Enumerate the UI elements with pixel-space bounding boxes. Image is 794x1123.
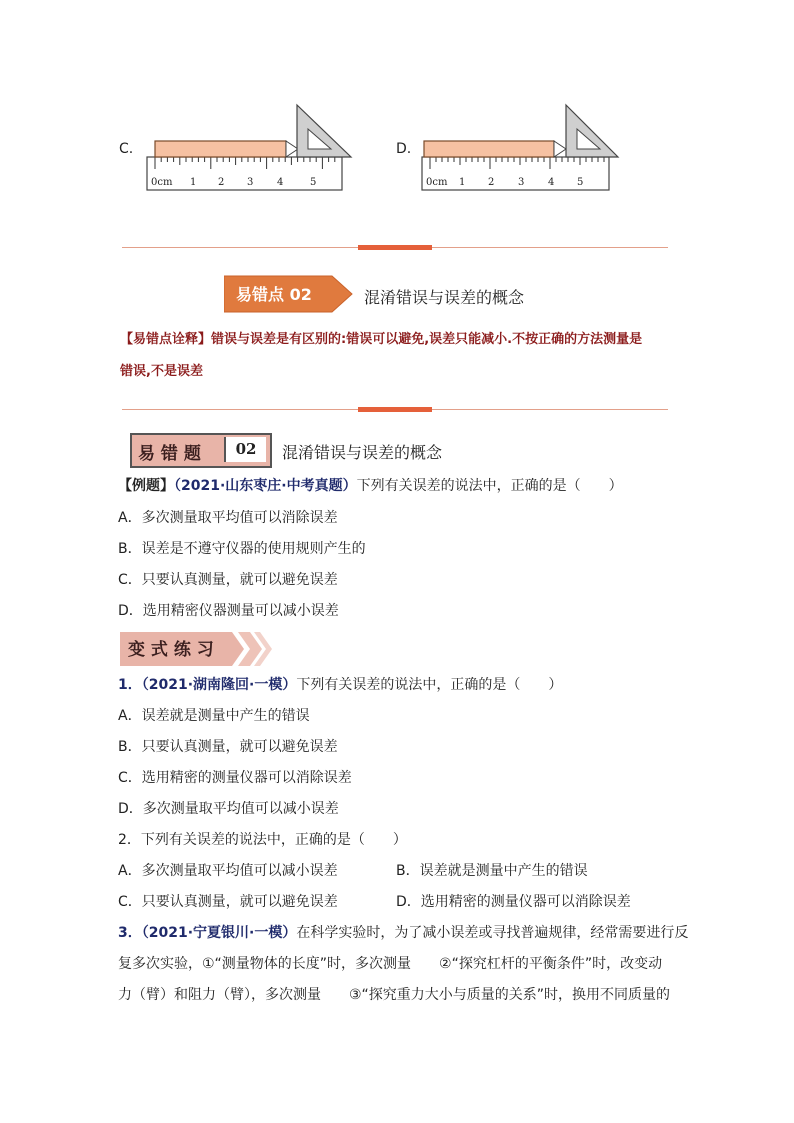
- q1-question: [118, 675, 562, 695]
- problem-badge-text: 易 错 题: [138, 444, 201, 464]
- q3-source: （2021·宁夏银川·一模）: [141, 925, 297, 941]
- measured-object: [424, 141, 554, 157]
- tick-label: 1: [459, 177, 466, 188]
- tick-label: 0cm: [151, 177, 173, 188]
- problem-badge: [130, 433, 272, 468]
- figure-c-ruler-diagram: [145, 103, 360, 193]
- q3-number: 3．: [118, 925, 142, 941]
- section-badge: [224, 274, 354, 314]
- q1-stem: 下列有关误差的说法中，正确的是（ ）: [296, 677, 563, 693]
- tick-label: 3: [247, 177, 254, 188]
- tick-label: 0cm: [426, 177, 448, 188]
- q2-option-b: B．误差就是测量中产生的错误: [396, 863, 588, 879]
- q1-number: 1．: [118, 677, 142, 693]
- q1-option-c: C．选用精密的测量仪器可以消除误差: [118, 770, 352, 786]
- q3-line-3: 力（臂）和阻力（臂），多次测量 ③“探究重力大小与质量的关系”时，换用不同质量的: [118, 987, 671, 1003]
- example-question: [118, 476, 623, 496]
- q2-option-c: C．只要认真测量，就可以避免误差: [118, 894, 338, 910]
- practice-banner: [120, 632, 272, 666]
- divider-accent: [358, 407, 432, 412]
- q1-option-b: B．只要认真测量，就可以避免误差: [118, 739, 338, 755]
- example-option-a: A．多次测量取平均值可以消除误差: [118, 510, 338, 526]
- figure-d-ruler-diagram: [420, 103, 625, 193]
- example-option-b: B．误差是不遵守仪器的使用规则产生的: [118, 541, 366, 557]
- example-source: （2021·山东枣庄·中考真题）: [174, 478, 357, 494]
- example-stem: 下列有关误差的说法中，正确的是（ ）: [356, 478, 623, 494]
- tick-label: 2: [218, 177, 225, 188]
- example-option-c: C．只要认真测量，就可以避免误差: [118, 572, 338, 588]
- q2-question: 2．下列有关误差的说法中，正确的是（ ）: [118, 832, 407, 848]
- example-option-d: D．选用精密仪器测量可以减小误差: [118, 603, 339, 619]
- example-tag: 【例题】: [118, 478, 174, 494]
- section-title: 混淆错误与误差的概念: [364, 288, 525, 307]
- q1-option-a: A．误差就是测量中产生的错误: [118, 708, 310, 724]
- tick-label: 1: [190, 177, 197, 188]
- tick-label: 4: [277, 177, 284, 188]
- measured-object: [155, 141, 286, 157]
- tick-label: 4: [548, 177, 555, 188]
- section-badge-label: 易错点 02: [236, 285, 312, 304]
- figure-d-option-label: D.: [396, 141, 412, 157]
- explanation-line-2: 错误,不是误差: [120, 364, 203, 379]
- tick-label: 2: [488, 177, 495, 188]
- tick-label: 5: [577, 177, 584, 188]
- tick-label: 3: [518, 177, 525, 188]
- figure-c-option-label: C.: [119, 141, 134, 157]
- divider-accent: [358, 245, 432, 250]
- problem-badge-number: 02: [224, 437, 266, 462]
- problem-title: 混淆错误与误差的概念: [282, 443, 443, 462]
- q3-stem: 在科学实验时，为了减小误差或寻找普遍规律，经常需要进行反: [296, 925, 689, 941]
- q2-option-a: A．多次测量取平均值可以减小误差: [118, 863, 338, 879]
- q3-line-2: 复多次实验，①“测量物体的长度”时，多次测量 ②“探究杠杆的平衡条件”时，改变动: [118, 956, 663, 972]
- q1-option-d: D．多次测量取平均值可以减小误差: [118, 801, 339, 817]
- q2-option-d: D．选用精密的测量仪器可以消除误差: [396, 894, 631, 910]
- explanation-line-1: 【易错点诠释】错误与误差是有区别的:错误可以避免,误差只能减小.不按正确的方法测量是: [120, 332, 643, 347]
- q1-source: （2021·湖南隆回·一模）: [141, 677, 297, 693]
- tick-label: 5: [310, 177, 317, 188]
- q3-line-1: [118, 923, 688, 943]
- practice-banner-label: 变 式 练 习: [128, 640, 214, 660]
